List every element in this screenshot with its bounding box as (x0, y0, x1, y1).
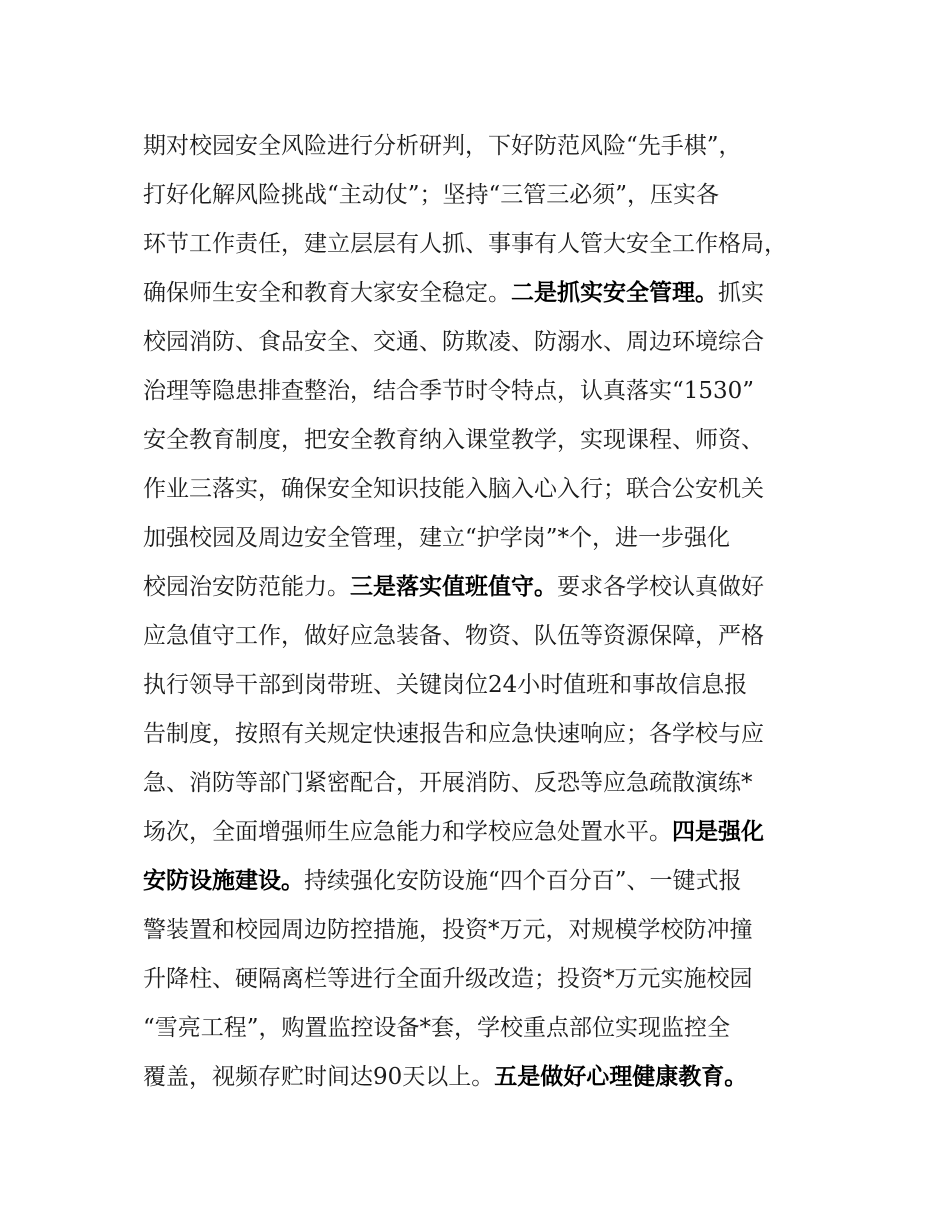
body-text-segment: 抓实 (718, 280, 764, 306)
body-text-segment: 告制度，按照有关规定快速报告和应急快速响应；各学校与应 (143, 721, 764, 747)
text-line (143, 661, 823, 710)
body-text-segment: 应急值守工作，做好应急装备、物资、队伍等资源保障，严格 (143, 623, 764, 649)
text-line (143, 808, 823, 857)
text-line (143, 514, 823, 563)
body-text-segment: 场次，全面增强师生应急能力和学校应急处置水平。 (143, 819, 672, 845)
body-text-segment: 安全教育制度，把安全教育纳入课堂教学，实现课程、师资、 (143, 427, 764, 453)
bold-heading-text: 五是做好心理健康教育。 (494, 1064, 748, 1090)
text-line (143, 220, 823, 269)
text-line (143, 171, 823, 220)
text-line (143, 1053, 823, 1102)
bold-heading-text: 安防设施建设。 (143, 868, 304, 894)
text-line (143, 416, 823, 465)
body-text-segment: 作业三落实，确保安全知识技能入脑入心入行；联合公安机关 (143, 476, 764, 502)
bold-heading-text: 三是落实值班值守。 (350, 574, 557, 600)
text-line (143, 759, 823, 808)
body-text-segment: 升降柱、硬隔离栏等进行全面升级改造；投资*万元实施校园 (143, 966, 753, 992)
text-line (143, 318, 823, 367)
body-text-segment: 环节工作责任，建立层层有人抓、事事有人管大安全工作格局， (143, 231, 787, 257)
body-text-segment: 治理等隐患排查整治，结合季节时令特点，认真落实“1530” (143, 378, 755, 404)
body-text-segment: 校园消防、食品安全、交通、防欺凌、防溺水、周边环境综合 (143, 329, 764, 355)
bold-heading-text: 二是抓实安全管理。 (511, 280, 718, 306)
text-line (143, 612, 823, 661)
body-text-segment: 确保师生安全和教育大家安全稳定。 (143, 280, 511, 306)
body-text-segment: 打好化解风险挑战“主动仗”；坚持“三管三必须”，压实各 (143, 182, 720, 208)
body-text-segment: 加强校园及周边安全管理，建立“护学岗”*个，进一步强化 (143, 525, 731, 551)
text-line (143, 563, 823, 612)
body-text-segment: 警装置和校园周边防控措施，投资*万元，对规模学校防冲撞 (143, 917, 753, 943)
text-line (143, 465, 823, 514)
body-text-segment: 执行领导干部到岗带班、关键岗位24小时值班和事故信息报 (143, 672, 748, 698)
text-line (143, 1004, 823, 1053)
body-text-segment: 持续强化安防设施“四个百分百”、一键式报 (304, 868, 742, 894)
body-text-segment: 校园治安防范能力。 (143, 574, 350, 600)
body-text-segment: 要求各学校认真做好 (557, 574, 764, 600)
body-text-segment: 期对校园安全风险进行分析研判，下好防范风险“先手棋”， (143, 133, 742, 159)
text-line (143, 906, 823, 955)
text-line (143, 710, 823, 759)
body-text-segment: 覆盖，视频存贮时间达90天以上。 (143, 1064, 495, 1090)
text-line (143, 269, 823, 318)
body-text (143, 122, 823, 1102)
body-text-segment: “雪亮工程”，购置监控设备*套，学校重点部位实现监控全 (143, 1015, 731, 1041)
text-line (143, 367, 823, 416)
text-line (143, 122, 823, 171)
text-line (143, 857, 823, 906)
bold-heading-text: 四是强化 (672, 819, 764, 845)
text-line (143, 955, 823, 1004)
body-text-segment: 急、消防等部门紧密配合，开展消防、反恐等应急疏散演练* (143, 770, 753, 796)
